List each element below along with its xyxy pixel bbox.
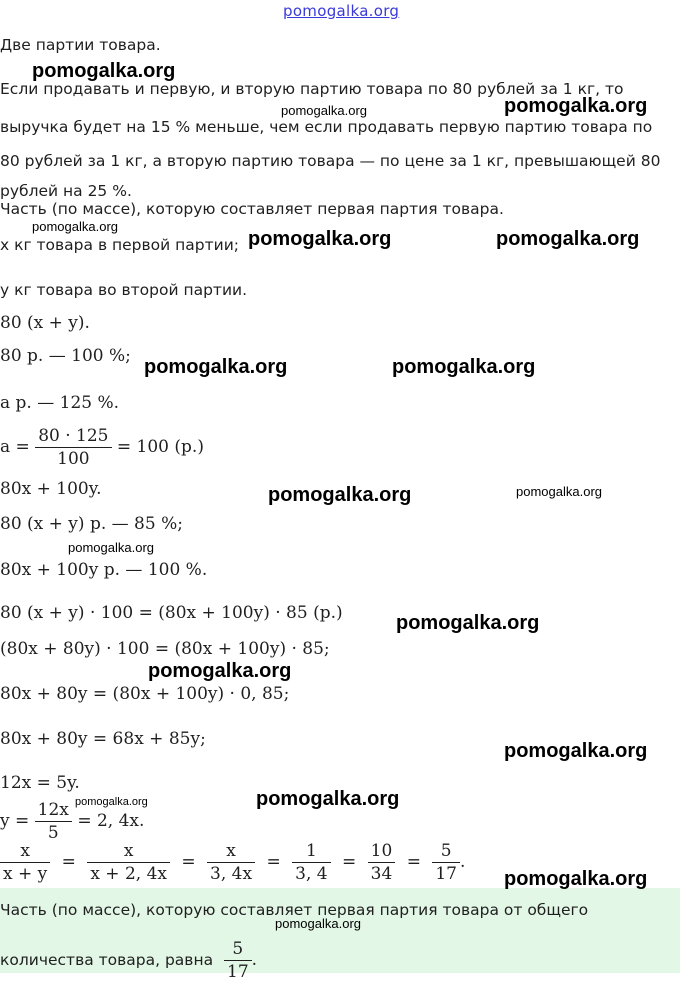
- fraction-denominator: 5: [47, 823, 59, 843]
- equals-sign: =: [61, 852, 76, 872]
- problem-line-2: выручка будет на 15 % меньше, чем если продавать первую партию товара по: [0, 118, 653, 136]
- equals-sign: =: [181, 852, 196, 872]
- watermark: pomogalka.org: [392, 356, 536, 378]
- fraction: [292, 840, 330, 885]
- problem-block: [0, 0, 680, 200]
- solution-line: a р. — 125 %.: [0, 393, 120, 413]
- watermark: pomogalka.org: [396, 612, 540, 634]
- equation-text: = 100 (р.): [116, 437, 204, 457]
- solution-line: 12x = 5y.: [0, 773, 80, 793]
- equation-text: = 2, 4x.: [77, 811, 145, 831]
- watermark: pomogalka.org: [75, 796, 148, 808]
- equation-text: a =: [0, 437, 30, 457]
- problem-title: Две партии товара.: [0, 36, 161, 54]
- fraction-numerator: 5: [432, 840, 460, 863]
- fraction-denominator: 100: [57, 449, 90, 469]
- period: .: [460, 852, 466, 872]
- answer-fraction: [224, 938, 252, 983]
- fraction-denominator: 17: [435, 864, 457, 884]
- equals-sign: =: [266, 852, 281, 872]
- solution-line: 80 (x + y) · 100 = (80x + 100y) · 85 (р.): [0, 603, 343, 623]
- fraction-denominator: x + y: [3, 864, 48, 884]
- solution-line: (80x + 80y) · 100 = (80x + 100y) · 85;: [0, 639, 330, 659]
- fraction-denominator: 3, 4: [295, 864, 328, 884]
- solution-line: 80x + 100y.: [0, 479, 102, 499]
- equation-a: [0, 425, 204, 470]
- answer-line-1: Часть (по массе), которую составляет первая партия товара от общего: [0, 901, 589, 919]
- problem-line-4: рублей на 25 %.: [0, 182, 132, 200]
- solution-line: 80 р. — 100 %;: [0, 346, 131, 366]
- watermark: pomogalka.org: [148, 660, 292, 682]
- fraction-numerator: x: [207, 840, 255, 863]
- fraction-numerator: 10: [368, 840, 396, 863]
- watermark: pomogalka.org: [144, 356, 288, 378]
- fraction-numerator: 1: [292, 840, 330, 863]
- watermark: pomogalka.org: [32, 219, 118, 234]
- fraction-numerator: x: [0, 840, 50, 863]
- solution-line: 80x + 80y = 68x + 85y;: [0, 729, 206, 749]
- watermark: pomogalka.org: [248, 228, 392, 250]
- fraction-numerator: 5: [224, 938, 252, 961]
- solution-question: Часть (по массе), которую составляет первая партия товара.: [0, 200, 504, 218]
- fraction: [87, 840, 170, 885]
- fraction-numerator: x: [87, 840, 170, 863]
- problem-line-1: Если продавать и первую, и вторую партию товара по 80 рублей за 1 кг, то: [0, 80, 624, 98]
- fraction: [432, 840, 460, 885]
- watermark: pomogalka.org: [68, 540, 154, 555]
- fraction: [35, 425, 111, 470]
- problem-line-3: 80 рублей за 1 кг, а вторую партию товара — по цене за 1 кг, превышающей 80: [0, 152, 661, 170]
- watermark: pomogalka.org: [504, 868, 648, 890]
- solution-line: x кг товара в первой партии;: [0, 236, 240, 254]
- watermark: pomogalka.org: [256, 788, 400, 810]
- solution-line: 80x + 100y р. — 100 %.: [0, 560, 208, 580]
- answer-text: количества товара, равна: [0, 951, 214, 969]
- watermark: pomogalka.org: [275, 916, 361, 931]
- equation-text: y =: [0, 811, 30, 831]
- fraction-numerator: 80 · 125: [35, 425, 111, 448]
- fraction: [35, 799, 72, 844]
- answer-line-2: [0, 938, 257, 983]
- solution-line: y кг товара во второй партии.: [0, 281, 248, 299]
- fraction-numerator: 12x: [35, 799, 72, 822]
- site-link[interactable]: pomogalka.org: [283, 2, 400, 20]
- equals-sign: =: [406, 852, 421, 872]
- solution-line: 80 (x + y).: [0, 313, 90, 333]
- watermark: pomogalka.org: [281, 103, 367, 118]
- fraction-denominator: x + 2, 4x: [90, 864, 167, 884]
- fraction: [368, 840, 396, 885]
- equation-ratio: [0, 840, 465, 885]
- watermark: pomogalka.org: [32, 60, 176, 82]
- fraction: [207, 840, 255, 885]
- watermark: pomogalka.org: [268, 484, 412, 506]
- watermark: pomogalka.org: [504, 95, 648, 117]
- period: .: [251, 950, 258, 970]
- fraction: [0, 840, 50, 885]
- watermark: pomogalka.org: [516, 484, 602, 499]
- watermark: pomogalka.org: [504, 740, 648, 762]
- watermark: pomogalka.org: [496, 228, 640, 250]
- equals-sign: =: [342, 852, 357, 872]
- fraction-denominator: 34: [370, 864, 393, 884]
- fraction-denominator: 3, 4x: [210, 864, 253, 884]
- solution-line: 80 (x + y) р. — 85 %;: [0, 514, 183, 534]
- solution-line: 80x + 80y = (80x + 100y) · 0, 85;: [0, 684, 290, 704]
- fraction-denominator: 17: [227, 962, 249, 982]
